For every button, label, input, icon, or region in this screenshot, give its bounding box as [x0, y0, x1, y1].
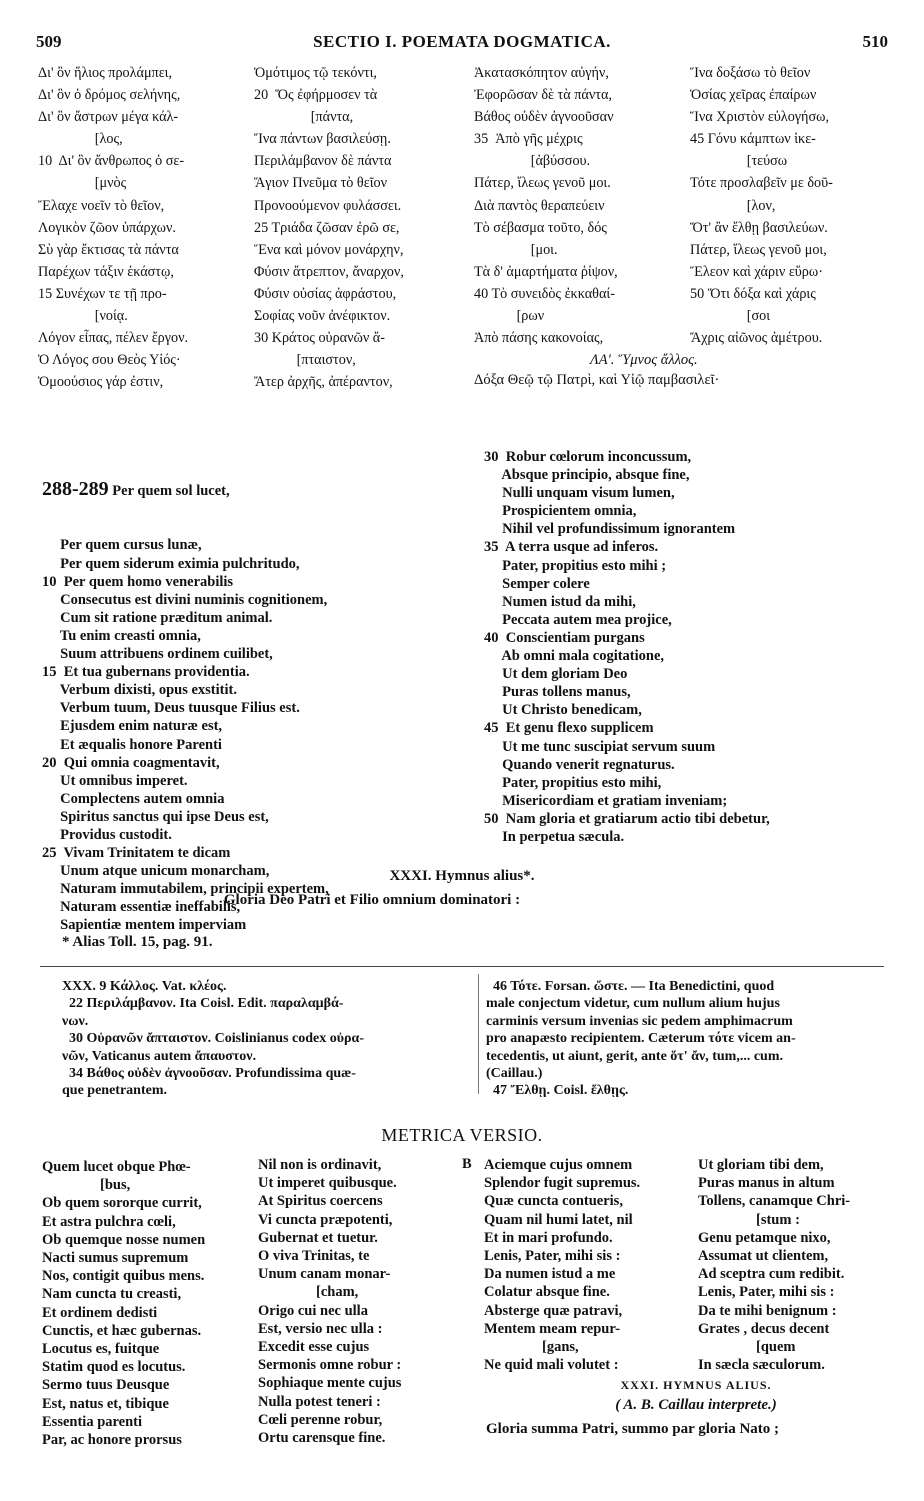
text-line: Περιλάμβανον δὲ πάντα [254, 153, 392, 170]
text-line: Sapientiæ mentem imperviam [42, 917, 247, 934]
text-line: Φύσιν οὐσίας ἀφράστου, [254, 285, 397, 302]
text-line: Quam nil humi latet, nil [484, 1211, 633, 1228]
text-line: Ὅτ' ἂν ἔλθῃ βασιλεύων. [690, 219, 828, 236]
text-line: At Spiritus coercens [258, 1193, 383, 1210]
text-line: Cum sit ratione præditum animal. [42, 609, 273, 626]
text-line: XXX. 9 Κάλλος. Vat. κλέος. [62, 979, 227, 994]
notes-divider [40, 966, 884, 967]
text-line: Per quem siderum eximia pulchritudo, [42, 555, 300, 572]
text-line: Ἵνα πάντων βασιλεύσῃ. [254, 131, 391, 148]
latin-hymn-doxology: Gloria Deo Patri et Filio omnium dominatori : [223, 892, 521, 908]
text-line: Nacti sumus supremum [42, 1250, 189, 1267]
text-line: 20 Qui omnia coagmentavit, [42, 754, 220, 771]
text-line: Ἀπὸ πάσης κακονοίας, [474, 330, 604, 347]
text-line: 25 Τριάδα ζῶσαν ἐρῶ σε, [254, 219, 400, 236]
text-line: Colatur absque fine. [484, 1284, 610, 1301]
text-line: 20 Ὅς ἐφήρμοσεν τὰ [254, 87, 378, 104]
text-line: Ne quid mali volutet : [484, 1357, 619, 1374]
text-line: Cunctis, et hæc gubernas. [42, 1322, 202, 1339]
text-line: Suum attribuens ordinem cuilibet, [42, 646, 273, 663]
text-line: Ad sceptra cum redibit. [698, 1266, 845, 1283]
text-line: O viva Trinitas, te [258, 1248, 370, 1265]
text-line: Complectens autem omnia [42, 790, 225, 807]
text-line: Verbum dixisti, opus exstitit. [42, 682, 237, 699]
text-line: Unum atque unicum monarcham, [42, 863, 270, 880]
latin-hymn-heading: XXXI. Hymnus alius*. [389, 868, 535, 884]
text-line: Unum canam monar- [258, 1266, 391, 1283]
text-line: Et æqualis honore Parenti [42, 736, 222, 753]
text-line: Nihil vel profundissimum ignorantem [484, 521, 736, 538]
text-line: Ἀκατασκόπητον αὐγήν, [474, 65, 609, 81]
text-line: 40 Τὸ συνειδὸς ἐκκαθαί- [474, 285, 615, 302]
text-line: Πάτερ, ἵλεως γενοῦ μοι, [690, 241, 827, 258]
text-line: 30 Robur cœlorum inconcussum, [484, 449, 692, 465]
text-line: Nulla potest teneri : [258, 1393, 381, 1410]
text-line: Τότε προσλαβεῖν με δοῦ- [690, 175, 833, 192]
notes-right [486, 978, 906, 1100]
text-line: In perpetua sæcula. [484, 828, 625, 845]
text-line: 45 Γόνυ κάμπτων ἱκε- [690, 131, 816, 148]
text-line: Sermonis omne robur : [258, 1357, 402, 1374]
metrica-column-3 [484, 1156, 692, 1374]
text-line: [μνὸς [38, 175, 127, 192]
text-line: Naturam essentiæ ineffabilis, [42, 899, 241, 916]
text-line: Τὸ σέβασμα τοῦτο, δός [474, 219, 607, 236]
text-line: Puras manus in altum [698, 1175, 835, 1192]
text-line: Nil non is ordinavit, [258, 1157, 382, 1173]
text-line: Ut dem gloriam Deo [484, 666, 628, 683]
text-line: (Caillau.) [486, 1066, 543, 1082]
text-line: Ἔλαχε νοεῖν τὸ θεῖον, [38, 197, 165, 214]
text-line: 50 Nam gloria et gratiarum actio tibi debetur, [484, 810, 770, 827]
text-line: Locutus es, fuitque [42, 1341, 160, 1358]
text-line: Da te mihi benignum : [698, 1302, 837, 1319]
greek-hymn-doxology: Δόξα Θεῷ τῷ Πατρὶ, καὶ Υἱῷ παμβασιλεῖ· [474, 372, 720, 388]
text-line: 40 Conscientiam purgans [484, 629, 645, 646]
text-line: Ἵνα δοξάσω τὸ θεῖον [690, 65, 811, 81]
text-line: 15 Συνέχων τε τῇ προ- [38, 285, 167, 302]
text-line: Absque principio, absque fine, [484, 467, 690, 484]
text-line: Ὁ Λόγος σου Θεὸς Υἱός· [38, 352, 181, 369]
text-line: Ob quem sororque currit, [42, 1195, 202, 1212]
text-line: [gans, [484, 1339, 579, 1356]
text-line: Παρέχων τάξιν ἑκάστῳ, [38, 263, 174, 280]
text-line: Ut gloriam tibi dem, [698, 1157, 824, 1173]
text-line: νῶν, Vaticanus autem ἄπαυστον. [62, 1048, 257, 1064]
text-line: Βάθος οὐδὲν ἀγνοοῦσαν [474, 109, 614, 126]
text-line: Δι' ὃν ὁ δρόμος σελήνης, [38, 87, 181, 104]
text-line: carminis versum invenias sic pedem amphimacrum [486, 1013, 793, 1029]
text-line: Excedit esse cujus [258, 1339, 370, 1356]
text-line: [τεύσω [690, 153, 788, 170]
text-line: Σοφίας νοῦν ἀνέφικτον. [254, 308, 391, 325]
text-line: 30 Κράτος οὐρανῶν ἄ- [254, 330, 385, 347]
text-line: [quem [698, 1339, 796, 1356]
column-number: 288-289 [42, 478, 109, 501]
text-line: Δι' ὃν ἥλιος προλάμπει, [38, 65, 173, 81]
running-title: SECTIO I. POEMATA DOGMATICA. [313, 32, 611, 51]
text-line: Ἐφορῶσαν δὲ τὰ πάντα, [474, 87, 612, 104]
text-line: Ἄτερ ἀρχῆς, ἀπέραντον, [254, 374, 393, 391]
text-line: Sermo tuus Deusque [42, 1377, 170, 1394]
text-line: Consecutus est divini numinis cognitionem, [42, 591, 328, 608]
greek-column-4 [690, 62, 890, 349]
metrica-title: METRICA VERSIO. [381, 1125, 543, 1145]
text-line: Nam cuncta tu creasti, [42, 1286, 182, 1303]
footnote-alias: * Alias Toll. 15, pag. 91. [62, 934, 213, 950]
metrica-final-line: Gloria summa Patri, summo par gloria Nato ; [486, 1421, 780, 1437]
metrica-column-2 [258, 1156, 458, 1447]
metrica-marker: B [462, 1156, 472, 1172]
latin-column-2 [484, 448, 904, 846]
text-line: tecedentis, ut aiunt, gerit, ante ὅτ' ἄν, tum,... cum. [486, 1048, 783, 1064]
text-line: Est, versio nec ulla : [258, 1320, 383, 1337]
text-line: Tollens, canamque Chri- [698, 1193, 851, 1210]
text-line: 22 Περιλάμβανον. Ita Coisl. Edit. παραλαμβά- [62, 996, 344, 1012]
text-line: Per quem cursus lunæ, [42, 537, 202, 554]
text-line: Origo cui nec ulla [258, 1302, 368, 1319]
text-line: [νοίᾳ. [38, 308, 128, 325]
text-line: 50 Ὅτι δόξα καὶ χάρις [690, 285, 816, 302]
text-line: Est, natus et, tibique [42, 1395, 169, 1412]
text-line: Grates , decus decent [698, 1320, 830, 1337]
text-line: Ὁμότιμος τῷ τεκόντι, [254, 65, 377, 81]
text-line: Λόγον εἶπας, πέλεν ἔργον. [38, 330, 189, 347]
greek-column-3 [474, 62, 684, 349]
text-line: [bus, [42, 1177, 131, 1194]
greek-column-1 [38, 62, 248, 393]
text-line: Ἔλεον καὶ χάριν εὕρω· [690, 263, 823, 280]
text-line: Prospicientem omnia, [484, 503, 637, 520]
text-line: [stum : [698, 1211, 800, 1228]
text-line: [λον, [690, 197, 776, 214]
text-line: Numen istud da mihi, [484, 593, 636, 610]
text-line: νων. [62, 1013, 89, 1029]
text-line: Τὰ δ' ἁμαρτήματα ῥίψον, [474, 263, 618, 280]
left-page-number: 509 [36, 32, 62, 51]
text-line: Misericordiam et gratiam inveniam; [484, 792, 728, 809]
text-line: [cham, [258, 1284, 359, 1301]
text-line: 10 Δι' ὃν ἄνθρωπος ὁ σε- [38, 153, 185, 170]
text-line: [ρων [474, 308, 545, 325]
right-page-number: 510 [862, 32, 888, 51]
text-line: Essentia parenti [42, 1413, 143, 1430]
text-line: Gubernat et tuetur. [258, 1229, 378, 1246]
text-line: Statim quod es locutus. [42, 1359, 186, 1376]
text-line: Et ordinem dedisti [42, 1304, 158, 1321]
text-line: Ejusdem enim naturæ est, [42, 718, 223, 735]
text-line: Quæ cuncta contueris, [484, 1193, 623, 1210]
text-line: Absterge quæ patravi, [484, 1302, 623, 1319]
text-line: Ἕνα καὶ μόνον μονάρχην, [254, 241, 404, 258]
text-line: Par, ac honore prorsus [42, 1432, 182, 1449]
text-line: que penetrantem. [62, 1083, 167, 1099]
notes-left [62, 978, 472, 1100]
text-line: Πάτερ, ἵλεως γενοῦ μοι. [474, 175, 611, 192]
text-line: Naturam immutabilem, principii expertem, [42, 881, 329, 898]
text-line: Providus custodit. [42, 826, 172, 843]
text-line: Vi cuncta præpotenti, [258, 1211, 393, 1228]
text-line: male conjectum videtur, cum nullum alium hujus [486, 996, 780, 1012]
text-line: Ὁσίας χεῖρας ἐπαίρων [690, 87, 817, 104]
text-line: Nulli unquam visum lumen, [484, 485, 675, 502]
text-line: Ἵνα Χριστὸν εὐλογήσω, [690, 109, 830, 126]
text-line: Ut imperet quibusque. [258, 1175, 397, 1192]
page-header [36, 32, 888, 56]
text-line: Tu enim creasti omnia, [42, 627, 201, 644]
text-line: Ob quemque nosse numen [42, 1231, 206, 1248]
text-line: Ut omnibus imperet. [42, 772, 188, 789]
greek-column-2 [254, 62, 466, 393]
text-line: Cœli perenne robur, [258, 1411, 383, 1428]
text-line: Splendor fugit supremus. [484, 1175, 641, 1192]
text-line: [μοι. [474, 241, 558, 258]
text-line: [πταιστον, [254, 352, 356, 369]
text-line: 30 Οὐρανῶν ἄπταιστον. Coislinianus codex οὐρα- [62, 1031, 364, 1047]
metrica-column-1 [42, 1158, 252, 1449]
text-line: [ἀβύσσου. [474, 153, 591, 170]
text-line: 35 Ἀπὸ γῆς μέχρις [474, 131, 583, 148]
text-line: Φύσιν ἄτρεπτον, ἄναρχον, [254, 263, 404, 280]
text-line: Puras tollens manus, [484, 684, 631, 701]
text-line: Assumat ut clientem, [698, 1248, 829, 1265]
text-line: Et astra pulchra cœli, [42, 1213, 176, 1230]
latin-first-line: 288-289 Per quem sol lucet, [42, 478, 230, 501]
text-line: 15 Et tua gubernans providentia. [42, 664, 250, 681]
text-line: Mentem meam repur- [484, 1320, 621, 1337]
text-line: 47 Ἔλθῃ. Coisl. ἔλθῃς. [486, 1083, 629, 1099]
text-line: Ut me tunc suscipiat servum suum [484, 738, 716, 755]
metrica-hymn-heading: XXXI. HYMNUS ALIUS. [620, 1378, 772, 1392]
text-line: Quem lucet obque Phœ- [42, 1159, 191, 1175]
text-line: Σὺ γὰρ ἔκτισας τὰ πάντα [38, 241, 179, 258]
text-line: Genu petamque nixo, [698, 1229, 831, 1246]
text-line: Pater, propitius esto mihi ; [484, 557, 667, 574]
text-line: Ut Christo benedicam, [484, 702, 642, 719]
text-line: 45 Et genu flexo supplicem [484, 720, 654, 737]
text-line: 46 Τότε. Forsan. ὥστε. — Ita Benedictini, quod [486, 979, 775, 994]
text-line: Aciemque cujus omnem [484, 1157, 633, 1173]
text-line: Et in mari profundo. [484, 1229, 613, 1246]
text-line: Λογικὸν ζῶον ὑπάρχων. [38, 219, 176, 236]
text-line: 10 Per quem homo venerabilis [42, 573, 234, 590]
text-line: Ὁμοούσιος γάρ ἐστιν, [38, 374, 164, 391]
text-line: [σοι [690, 308, 771, 325]
notes-column-divider [478, 974, 479, 1094]
text-line: Semper colere [484, 575, 590, 592]
text-line: pro anapæsto recipientem. Cæterum τότε vicem an- [486, 1031, 796, 1047]
text-line: Quando venerit regnaturus. [484, 756, 675, 773]
text-line: Sophiaque mente cujus [258, 1375, 402, 1392]
text-line: Ἅγιον Πνεῦμα τὸ θεῖον [254, 175, 388, 192]
text-line: Ortu carensque fine. [258, 1430, 386, 1447]
text-line: Peccata autem mea projice, [484, 611, 672, 628]
text-line: Lenis, Pater, mihi sis : [484, 1248, 621, 1265]
text-line: Nos, contigit quibus mens. [42, 1268, 205, 1285]
metrica-interpreter: ( A. B. Caillau interprete.) [615, 1397, 777, 1413]
text-line: Pater, propitius esto mihi, [484, 774, 662, 791]
text-line: Da numen istud a me [484, 1266, 616, 1283]
text-line: Verbum tuum, Deus tuusque Filius est. [42, 700, 300, 717]
text-line: Δι' ὃν ἄστρων μέγα κάλ- [38, 109, 179, 126]
text-line: Ἄχρις αἰῶνος ἀμέτρου. [690, 330, 823, 347]
text-line: [πάντα, [254, 109, 354, 126]
text-line: Lenis, Pater, mihi sis : [698, 1284, 835, 1301]
text-line: 35 A terra usque ad inferos. [484, 539, 659, 556]
text-line: [λος, [38, 131, 123, 148]
metrica-column-4 [698, 1156, 908, 1374]
text-line: Διὰ παντὸς θεραπεύειν [474, 197, 605, 214]
text-line: 25 Vivam Trinitatem te dicam [42, 845, 231, 862]
text-line: Προνοούμενον φυλάσσει. [254, 197, 402, 214]
text-line: In sæcla sæculorum. [698, 1357, 825, 1374]
text-line: 34 Βάθος οὐδὲν ἀγνοοῦσαν. Profundissima quæ- [62, 1066, 356, 1082]
text-line: Spiritus sanctus qui ipse Deus est, [42, 808, 269, 825]
greek-hymn-heading: ΛΑ'. Ὕμνος ἄλλος. [590, 352, 698, 368]
text-line: Ab omni mala cogitatione, [484, 648, 665, 665]
